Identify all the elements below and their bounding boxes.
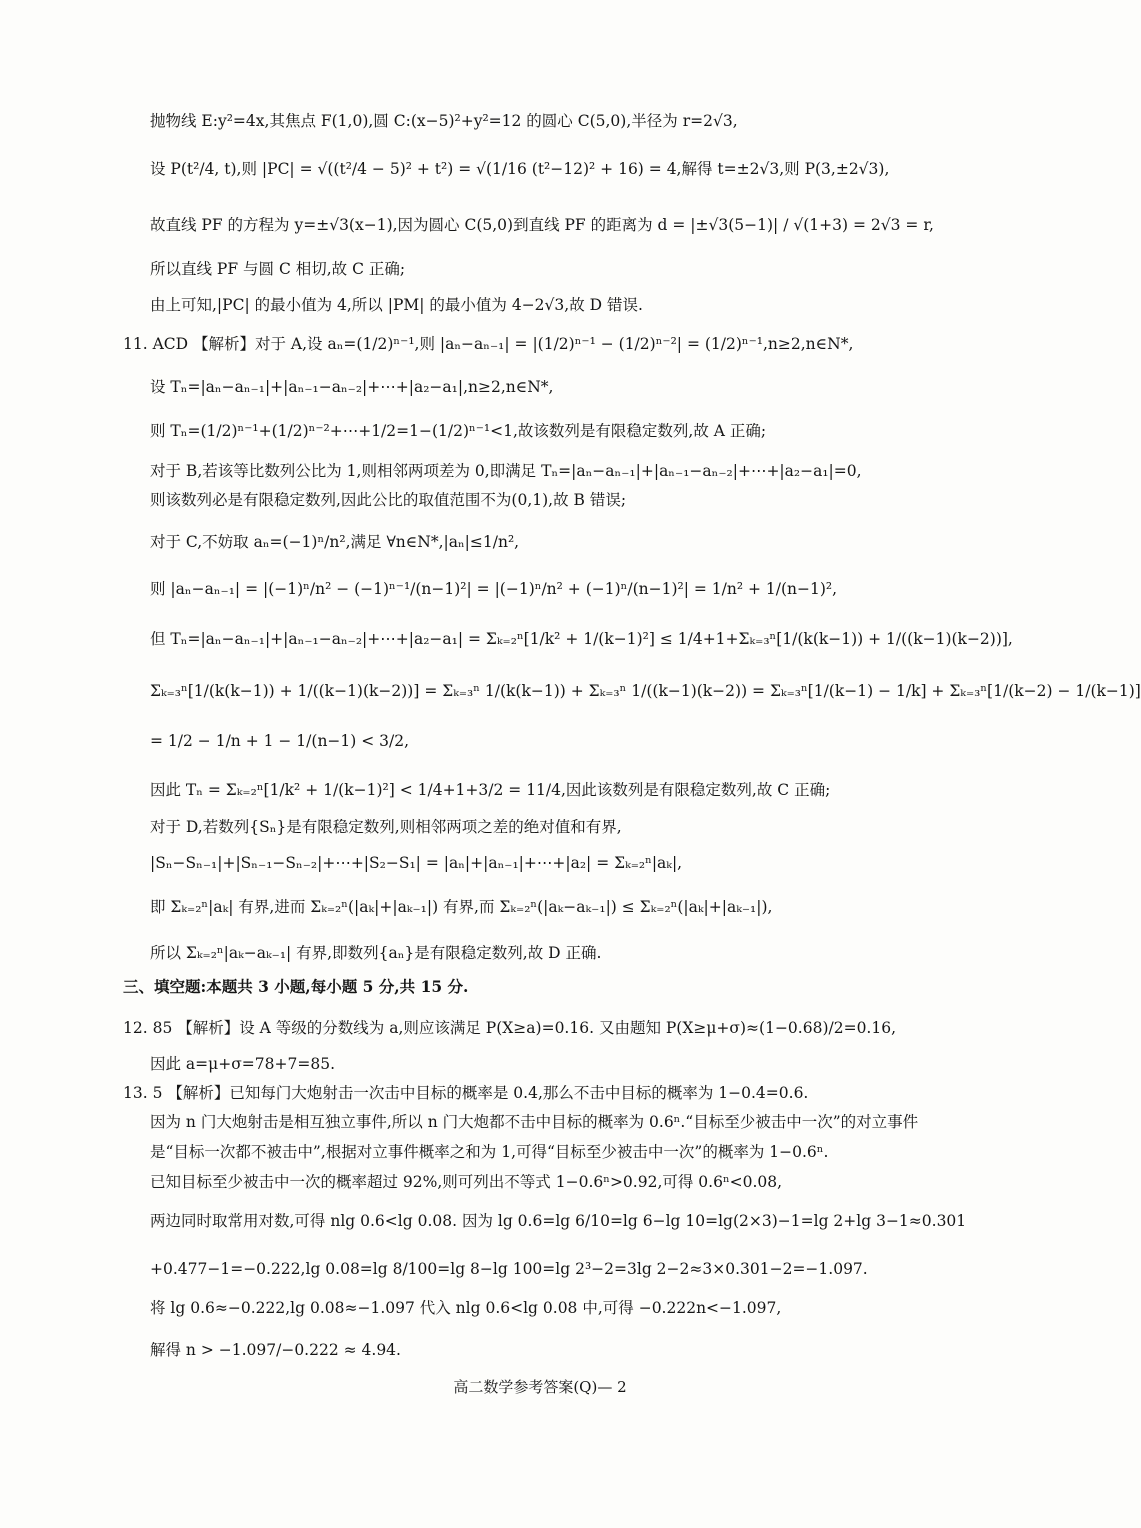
section-heading: 三、填空题:本题共 3 小题,每小题 5 分,共 15 分. (123, 977, 469, 996)
question-13-line: 13. 5 【解析】已知每门大炮射击一次击中目标的概率是 0.4,那么不击中目标的概率为 1−0.4=0.6. (123, 1084, 809, 1102)
text-line: 则 |aₙ−aₙ₋₁| = |(−1)ⁿ/n² − (−1)ⁿ⁻¹/(n−1)²| = |(−1)ⁿ/n² + (−1)ⁿ/(n−1)²| = 1/n² + 1/(n−1)², (150, 580, 838, 598)
text-line: |Sₙ−Sₙ₋₁|+|Sₙ₋₁−Sₙ₋₂|+⋯+|S₂−S₁| = |aₙ|+|aₙ₋₁|+⋯+|a₂| = Σₖ₌₂ⁿ|aₖ|, (150, 854, 683, 872)
text-line: Σₖ₌₃ⁿ[1/(k(k−1)) + 1/((k−1)(k−2))] = Σₖ₌₃ⁿ 1/(k(k−1)) + Σₖ₌₃ⁿ 1/((k−1)(k−2)) = Σₖ₌₃ⁿ[1/(k−1) − 1/k] + Σₖ₌₃ⁿ[1/(k−2) − 1/(k−1)] (150, 682, 1141, 700)
text-line: +0.477−1=−0.222,lg 0.08=lg 8/100=lg 8−lg 100=lg 2³−2=3lg 2−2≈3×0.301−2=−1.097. (150, 1260, 868, 1278)
question-11-line: 11. ACD 【解析】对于 A,设 aₙ=(1/2)ⁿ⁻¹,则 |aₙ−aₙ₋₁| = |(1/2)ⁿ⁻¹ − (1/2)ⁿ⁻²| = (1/2)ⁿ⁻¹,n≥2,n∈N*, (123, 335, 854, 353)
text-line: 因此 Tₙ = Σₖ₌₂ⁿ[1/k² + 1/(k−1)²] < 1/4+1+3/2 = 11/4,因此该数列是有限稳定数列,故 C 正确; (150, 781, 831, 799)
text-line: 设 Tₙ=|aₙ−aₙ₋₁|+|aₙ₋₁−aₙ₋₂|+⋯+|a₂−a₁|,n≥2,n∈N*, (150, 378, 554, 396)
text-line: 因此 a=μ+σ=78+7=85. (150, 1055, 335, 1073)
text-line: 所以 Σₖ₌₂ⁿ|aₖ−aₖ₋₁| 有界,即数列{aₙ}是有限稳定数列,故 D 正确. (150, 944, 602, 962)
text-line: 故直线 PF 的方程为 y=±√3(x−1),因为圆心 C(5,0)到直线 PF 的距离为 d = |±√3(5−1)| / √(1+3) = 2√3 = r, (150, 216, 934, 234)
text-line: 则该数列必是有限稳定数列,因此公比的取值范围不为(0,1),故 B 错误; (150, 491, 627, 509)
text-line: 将 lg 0.6≈−0.222,lg 0.08≈−1.097 代入 nlg 0.6<lg 0.08 中,可得 −0.222n<−1.097, (150, 1299, 782, 1317)
text-line: 两边同时取常用对数,可得 nlg 0.6<lg 0.08. 因为 lg 0.6=lg 6/10=lg 6−lg 10=lg(2×3)−1=lg 2+lg 3−1≈0.301 (150, 1212, 967, 1230)
page-footer: 高二数学参考答案(Q)— 2 (453, 1378, 627, 1396)
text-line: 由上可知,|PC| 的最小值为 4,所以 |PM| 的最小值为 4−2√3,故 D 错误. (150, 296, 643, 314)
text-line: 已知目标至少被击中一次的概率超过 92%,则可列出不等式 1−0.6ⁿ>0.92,可得 0.6ⁿ<0.08, (150, 1173, 783, 1191)
text-line: 对于 C,不妨取 aₙ=(−1)ⁿ/n²,满足 ∀n∈N*,|aₙ|≤1/n², (150, 533, 520, 551)
text-line: 但 Tₙ=|aₙ−aₙ₋₁|+|aₙ₋₁−aₙ₋₂|+⋯+|a₂−a₁| = Σₖ₌₂ⁿ[1/k² + 1/(k−1)²] ≤ 1/4+1+Σₖ₌₃ⁿ[1/(k(k−1)) + 1/((k−1)(k−2))], (150, 630, 1013, 648)
text-line: 则 Tₙ=(1/2)ⁿ⁻¹+(1/2)ⁿ⁻²+⋯+1/2=1−(1/2)ⁿ⁻¹<1,故该数列是有限稳定数列,故 A 正确; (150, 422, 767, 440)
question-12-line: 12. 85 【解析】设 A 等级的分数线为 a,则应该满足 P(X≥a)=0.16. 又由题知 P(X≥μ+σ)≈(1−0.68)/2=0.16, (123, 1019, 897, 1037)
text-line: 抛物线 E:y²=4x,其焦点 F(1,0),圆 C:(x−5)²+y²=12 的圆心 C(5,0),半径为 r=2√3, (150, 112, 738, 130)
text-line: 对于 D,若数列{Sₙ}是有限稳定数列,则相邻两项之差的绝对值和有界, (150, 818, 622, 836)
text-line: 是“目标一次都不被击中”,根据对立事件概率之和为 1,可得“目标至少被击中一次”的概率为 1−0.6ⁿ. (150, 1143, 829, 1161)
text-line: 解得 n > −1.097/−0.222 ≈ 4.94. (150, 1341, 401, 1359)
text-line: 因为 n 门大炮射击是相互独立事件,所以 n 门大炮都不击中目标的概率为 0.6ⁿ.“目标至少被击中一次”的对立事件 (150, 1113, 919, 1131)
text-line: 对于 B,若该等比数列公比为 1,则相邻两项差为 0,即满足 Tₙ=|aₙ−aₙ₋₁|+|aₙ₋₁−aₙ₋₂|+⋯+|a₂−a₁|=0, (150, 462, 862, 480)
text-line: 即 Σₖ₌₂ⁿ|aₖ| 有界,进而 Σₖ₌₂ⁿ(|aₖ|+|aₖ₋₁|) 有界,而 Σₖ₌₂ⁿ(|aₖ−aₖ₋₁|) ≤ Σₖ₌₂ⁿ(|aₖ|+|aₖ₋₁|), (150, 898, 773, 916)
text-line: 设 P(t²/4, t),则 |PC| = √((t²/4 − 5)² + t²) = √(1/16 (t²−12)² + 16) = 4,解得 t=±2√3,则 P(3,±2√3), (150, 160, 890, 178)
text-line: 所以直线 PF 与圆 C 相切,故 C 正确; (150, 260, 406, 278)
text-line: = 1/2 − 1/n + 1 − 1/(n−1) < 3/2, (150, 732, 410, 750)
